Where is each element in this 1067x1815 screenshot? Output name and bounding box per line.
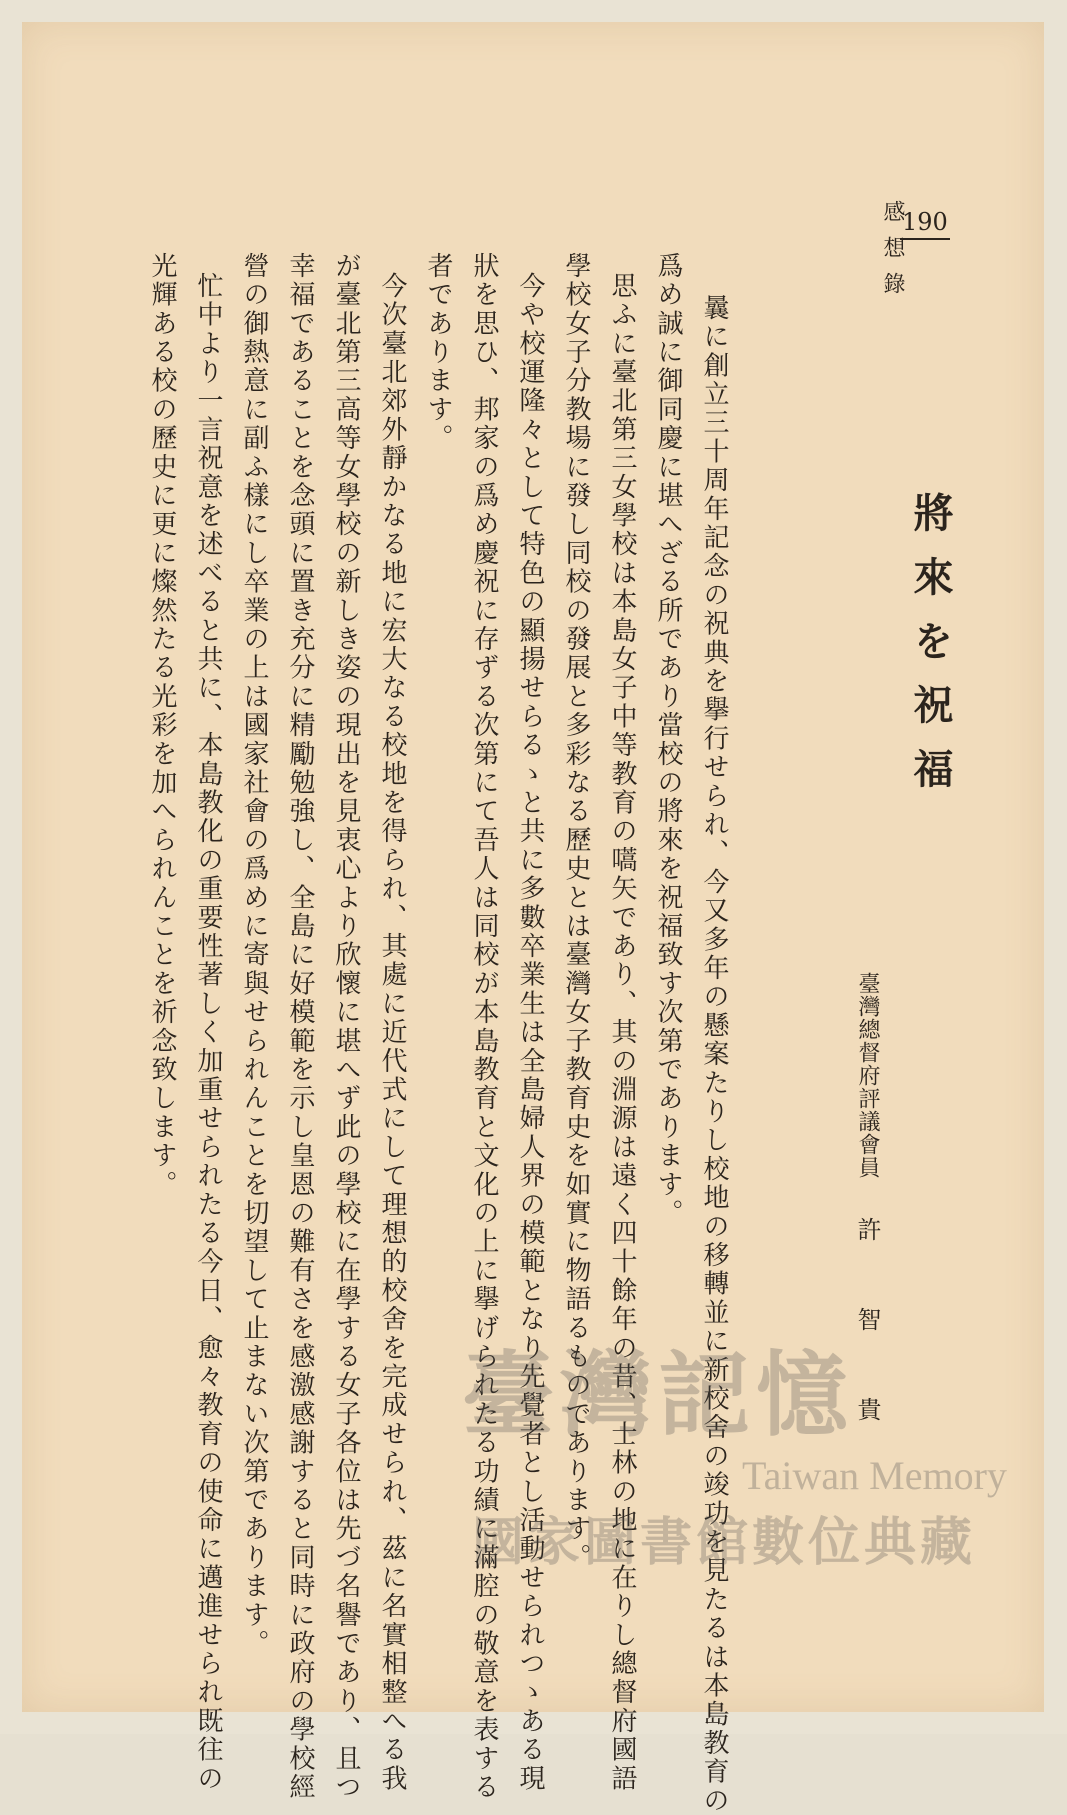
body-line: 者であります。	[423, 252, 453, 453]
watermark-institution: 國家圖書館數位典藏	[472, 1513, 977, 1573]
page-number: 190	[900, 208, 950, 240]
body-line: 光輝ある校の歷史に更に燦然たる光彩を加へられんことを祈念致します。	[147, 252, 177, 1200]
body-line: 曩に創立三十周年記念の祝典を擧行せられ、今又多年の懸案たりし校地の移轉並に新校舍の竣功を見たるは本島教育の	[699, 294, 729, 1815]
body-line: 今次臺北郊外靜かなる地に宏大なる校地を得られ、其處に近代式にして理想的校舍を完成せられ、茲に名實相整へる我	[377, 272, 407, 1794]
article-title: 將來を祝福	[907, 492, 954, 812]
body-line: 今や校運隆々として特色の顯揚せらるゝと共に多數卒業生は全島婦人界の模範となり先覺者とし活動せられつゝある現	[515, 272, 545, 1794]
body-line: が臺北第三高等女學校の新しき姿の現出を見衷心より欣懷に堪へず此の學校に在學する女子各位は先づ名譽であり、且つ	[331, 252, 361, 1802]
running-header: 感想錄	[880, 200, 905, 308]
book-page	[22, 22, 1044, 1815]
byline-role: 臺灣總督府評議會員	[855, 972, 880, 1179]
body-line: 爲め誠に御同慶に堪へざる所であり當校の將來を祝福致す次第であります。	[653, 252, 683, 1228]
byline-name: 許智貴	[853, 1217, 881, 1487]
watermark-subtitle: Taiwan Memory	[742, 1453, 1007, 1498]
body-line: 學校女子分教場に發し同校の發展と多彩なる歷史とは臺灣女子教育史を如實に物語るものであります。	[561, 252, 591, 1573]
body-line: 幸福であることを念頭に置き充分に精勵勉強し、全島に好模範を示し皇恩の難有さを感激感謝すると同時に政府の學校經	[285, 252, 315, 1802]
body-line: 忙中より一言祝意を述べると共に、本島教化の重要性著しく加重せられたる今日、愈々教育の使命に邁進せられ既往の	[193, 272, 223, 1794]
body-line: 狀を思ひ、邦家の爲め慶祝に存ずる次第にて吾人は同校が本島教育と文化の上に擧げられたる功績に滿腔の敬意を表する	[469, 252, 499, 1802]
body-line: 營の御熱意に副ふ樣にし卒業の上は國家社會の爲めに寄與せられんことを切望して止まない次第であります。	[239, 252, 269, 1659]
watermark-logo-text: 臺灣記憶	[462, 1341, 855, 1449]
body-line: 思ふに臺北第三女學校は本島女子中等教育の嚆矢であり、其の淵源は遠く四十餘年の昔、士林の地に在りし總督府國語	[607, 272, 637, 1794]
